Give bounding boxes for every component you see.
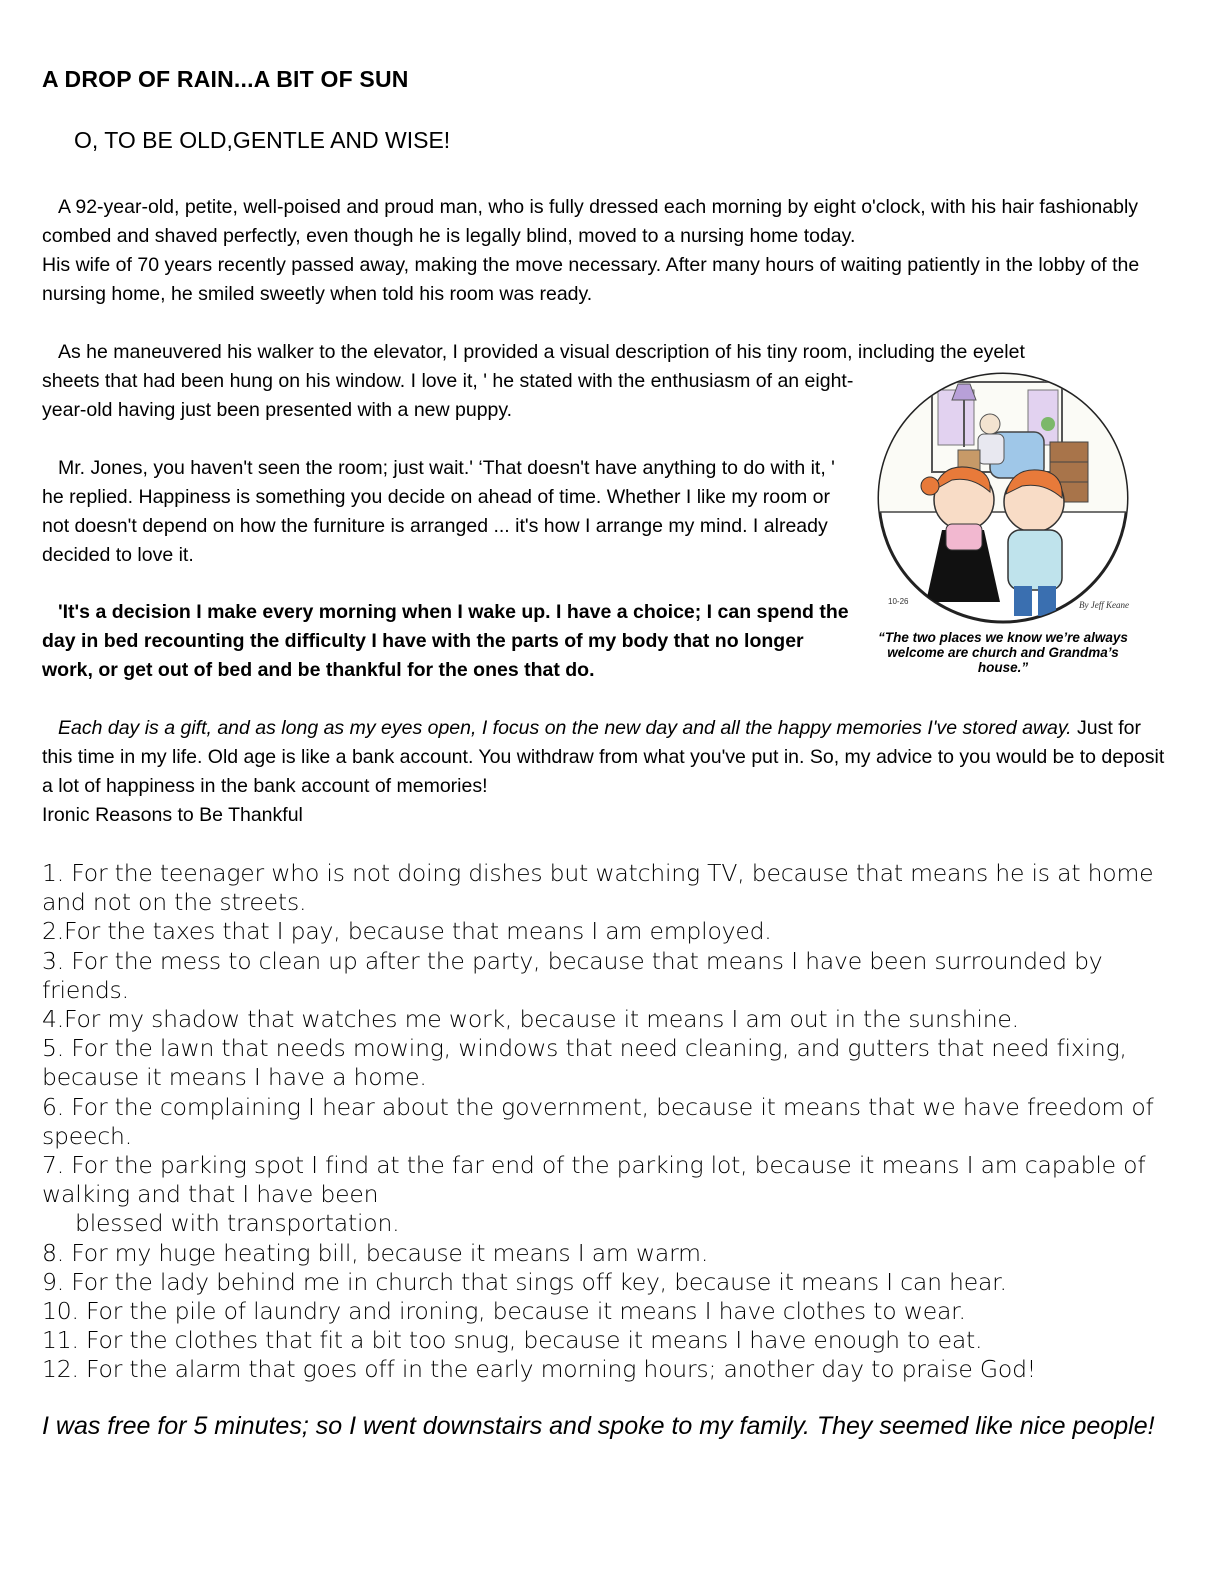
list-item: 4.For my shadow that watches me work, because it means I am out in the sunshine.	[42, 1005, 1019, 1034]
paragraph-elevator-line1	[42, 338, 1192, 367]
closing-line: I was free for 5 minutes; so I went downstairs and spoke to my family. They seemed like nice people!	[42, 1412, 1155, 1440]
list-item: 12. For the alarm that goes off in the early morning hours; another day to praise God!	[42, 1355, 1037, 1384]
document-subheading: O, TO BE OLD,GENTLE AND WISE!	[74, 127, 451, 153]
paragraph-decision-text: 'It's a decision I make every morning when I wake up. I have a choice; I can spend the day in bed recounting the difficulty I have with the parts of my body that no longer work, or get out of bed and be thankful for the ones that do.	[42, 601, 849, 681]
list-title: Ironic Reasons to Be Thankful	[42, 804, 303, 826]
paragraph-elevator-rest: sheets that had been hung on his window. I love it, ' he stated with the enthusiasm of an eight-year-old having just been presented with a new puppy.	[42, 370, 854, 421]
cartoon-caption: “The two places we know we’re always welcome are church and Grandma’s house.”	[878, 630, 1128, 675]
list-item: 6. For the complaining I hear about the government, because it means that we have freedom of speech.	[42, 1092, 1154, 1150]
cartoon-date: 10-26	[888, 597, 909, 606]
list-item: 10. For the pile of laundry and ironing, because it means I have clothes to wear.	[42, 1297, 966, 1326]
paragraph-gift	[42, 714, 1172, 830]
document-heading: A DROP OF RAIN...A BIT OF SUN	[42, 66, 409, 92]
paragraph-mr-jones	[42, 454, 852, 570]
list-item: 3. For the mess to clean up after the party, because that means I have been surrounded by friends.	[42, 946, 1103, 1004]
paragraph-decision-bold	[42, 598, 852, 685]
list-item: 7. For the parking spot I find at the far end of the parking lot, because it means I am capable of walking and that I have been	[42, 1151, 1146, 1209]
paragraph-intro-text: A 92-year-old, petite, well-poised and proud man, who is fully dressed each morning by eight o'clock, with his hair fashionably combed and shaved perfectly, even though he is legally blind, moved to a nursing home today.	[42, 196, 1139, 247]
cartoon-signature: By Jeff Keane	[1079, 600, 1129, 610]
list-item-continuation: blessed with transportation.	[75, 1209, 400, 1238]
paragraph-intro	[42, 193, 1192, 309]
paragraph-mr-jones-text: Mr. Jones, you haven't seen the room; just wait.' ‘That doesn't have anything to do with it, ' he replied. Happiness is something you decide on ahead of time. Whether I like my room or not doesn't depend on how the furniture is arranged ... it's how I arrange my mind. I already decided to love it.	[42, 457, 835, 566]
list-item: 8. For my huge heating bill, because it means I am warm.	[42, 1238, 709, 1267]
list-item: 2.For the taxes that I pay, because that means I am employed.	[42, 917, 772, 946]
list-item: 9. For the lady behind me in church that sings off key, because it means I can hear.	[42, 1267, 1007, 1296]
paragraph-elevator-text: As he maneuvered his walker to the elevator, I provided a visual description of his tiny room, including the eyelet	[58, 341, 1025, 363]
paragraph-intro-text-2: His wife of 70 years recently passed away, making the move necessary. After many hours of waiting patiently in the lobby of the nursing home, he smiled sweetly when told his room was ready.	[42, 254, 1140, 305]
list-item: 11. For the clothes that fit a bit too snug, because it means I have enough to eat.	[42, 1326, 983, 1355]
paragraph-gift-text: Just for this time in my life. Old age is like a bank account. You withdraw from what you've put in. So, my advice to you would be to deposit a lot of happiness in the bank account of memories!	[42, 717, 1165, 797]
list-item: 1. For the teenager who is not doing dishes but watching TV, because that means he is at home and not on the streets.	[42, 859, 1154, 917]
paragraph-gift-italic: Each day is a gift, and as long as my eyes open, I focus on the new day and all the happy memories I've stored away.	[58, 717, 1072, 739]
list-item: 5. For the lawn that needs mowing, windows that need cleaning, and gutters that need fixing, because it means I have a home.	[42, 1034, 1127, 1092]
thankful-list	[42, 859, 1192, 1385]
